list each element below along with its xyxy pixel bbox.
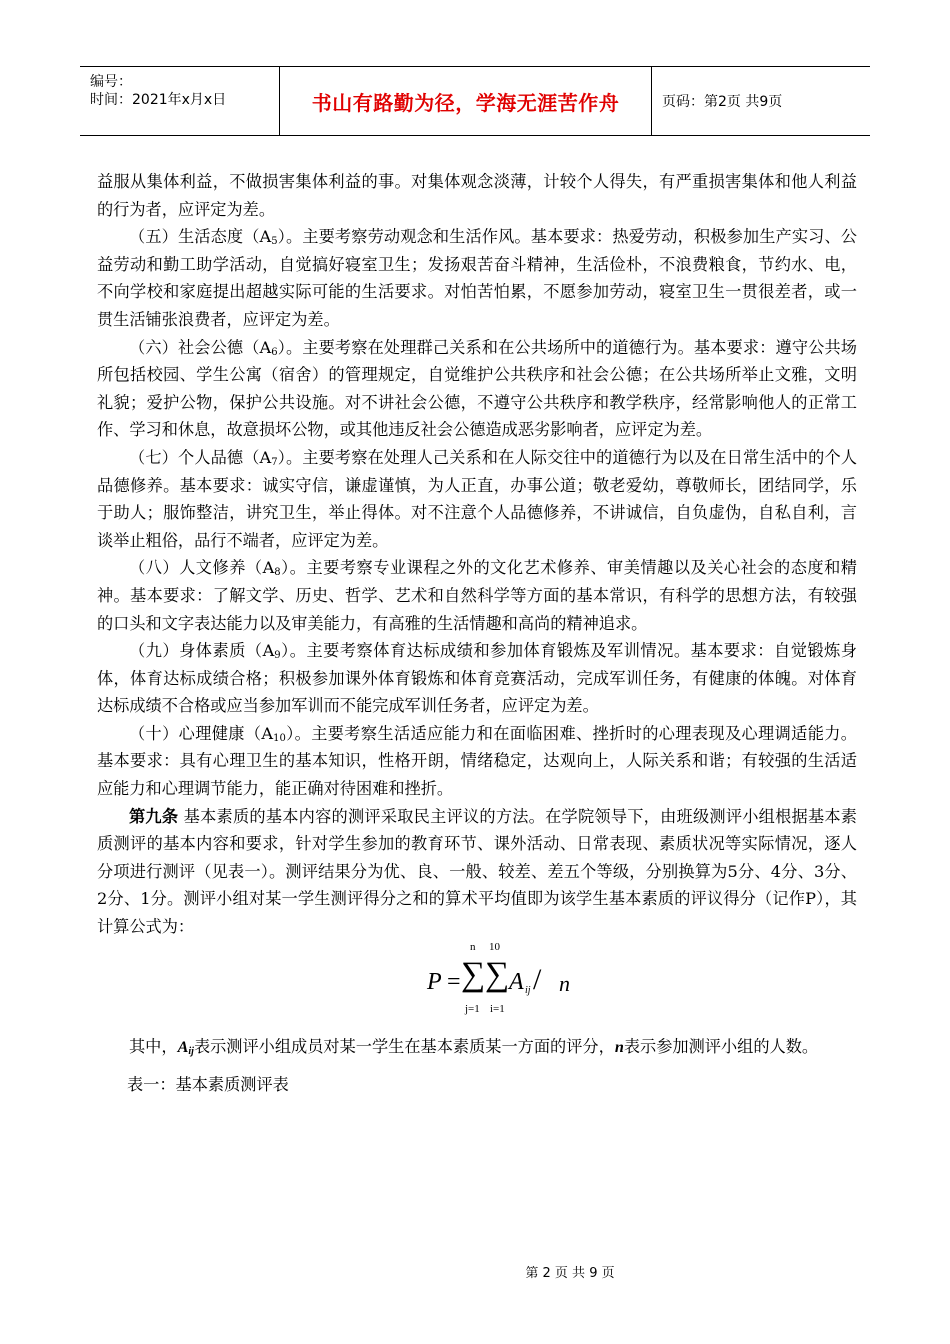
subscript: 9 — [274, 650, 281, 662]
paragraph-mental-health — [97, 720, 857, 803]
item-heading: （七）个人品德（A — [129, 447, 272, 467]
paragraph-humanities — [97, 554, 857, 637]
paragraph-personal-morality — [97, 444, 857, 554]
note-var-ij: ij — [188, 1045, 194, 1057]
item-text: ）。主要考察在处理群己关系和在公共场所中的道德行为。基本要求：遵守公共场所包括校园、学生公寓（宿舍）的管理规定，自觉维护公共秩序和社会公德；在公共场所举止文雅，文明礼貌；爱护公物，保护公共设施。对不讲社会公德，不遵守公共秩序和教学秩序，经常影响他人的正常工作、学习和休息，故意损坏公物，或其他违反社会公德造成恶劣影响者，应评定为差。 — [97, 337, 857, 440]
paragraph-social-morality — [97, 334, 857, 444]
note-text-1: 表示测评小组成员对某一学生在基本素质某一方面的评分， — [193, 1036, 615, 1056]
paragraph-continued: 益服从集体利益，不做损害集体利益的事。对集体观念淡薄，计较个人得失，有严重损害集体和他人利益的行为者，应评定为差。 — [97, 172, 857, 219]
formula-equals: = — [447, 968, 461, 995]
date-label: 时间：2021年x月x日 — [90, 92, 227, 108]
outer-sum-lower: j=1 — [465, 1002, 480, 1015]
formula-explanation — [97, 1033, 857, 1062]
header-meta — [80, 67, 280, 135]
item-text: ）。主要考察专业课程之外的文化艺术修养、审美情趣以及关心社会的态度和精神。基本要求：了解文学、历史、哲学、艺术和自然科学等方面的基本常识，有科学的思想方法，有较强的口头和文字表达能力以及审美能力，有高雅的生活情趣和高尚的精神追求。 — [97, 558, 857, 633]
note-var-n: n — [614, 1037, 624, 1056]
inner-sum-sigma: ∑ — [485, 955, 510, 993]
item-heading: （五）生活态度（A — [129, 227, 272, 247]
paragraph-physical — [97, 637, 857, 720]
article-text: 基本素质的基本内容的测评采取民主评议的方法。在学院领导下，由班级测评小组根据基本素质测评的基本内容和要求，针对学生参加的教育环节、课外活动、日常表现、素质状况等实际情况，逐人分项进行测评（见表一）。测评结果分为优、良、一般、较差、差五个等级，分别换算为5分、4分、3分、2分、1分。测评小组对某一学生测评得分之和的算术平均值即为该学生基本素质的评议得分（记作P），其计算公式为： — [97, 806, 857, 937]
inner-sum-lower: i=1 — [490, 1002, 505, 1015]
item-text: ）。主要考察生活适应能力和在面临困难、挫折时的心理表现及心理调适能力。基本要求：具有心理卫生的基本知识，性格开朗，情绪稳定，达观向上，人际关系和谐；有较强的生活适应能力和心理调节能力，能正确对待困难和挫折。 — [97, 723, 857, 799]
document-body — [97, 168, 857, 1099]
header-page-label: 页码：第2页 共9页 — [662, 94, 783, 110]
formula-term: A — [509, 968, 524, 995]
item-text: ）。主要考察劳动观念和生活作风。基本要求：热爱劳动，积极参加生产实习、公益劳动和勤工助学活动，自觉搞好寝室卫生；发扬艰苦奋斗精神，生活俭朴，不浪费粮食，节约水、电，不向学校和家庭提出超越实际可能的生活要求。对怕苦怕累，不愿参加劳动，寝室卫生一贯很差者，或一贯生活铺张浪费者，应评定为差。 — [97, 227, 857, 329]
outer-sum-upper: n — [470, 940, 476, 953]
item-heading: （八）人文修养（A — [129, 558, 275, 578]
formula-term-subscript: ij — [525, 984, 531, 996]
score-formula — [97, 941, 857, 1029]
note-text-2: 表示参加测评小组的人数。 — [623, 1036, 819, 1056]
item-heading: （十）心理健康（A — [129, 723, 274, 743]
formula-divisor: n — [559, 970, 570, 996]
subscript: 5 — [271, 236, 278, 248]
formula-divide: / — [533, 962, 542, 996]
page-header — [80, 66, 870, 136]
paragraph-life-attitude — [97, 223, 857, 333]
item-heading: （九）身体素质（A — [129, 641, 275, 661]
item-text: ）。主要考察在处理人己关系和在人际交往中的道德行为以及在日常生活中的个人品德修养。基本要求：诚实守信，谦虚谨慎，为人正直，办事公道；敬老爱幼，尊敬师长，团结同学，乐于助人；服饰整洁，讲究卫生，举止得体。对不注意个人品德修养，不讲诚信，自负虚伪，自私自利，言谈举止粗俗，品行不端者，应评定为差。 — [97, 447, 857, 550]
number-label: 编号： — [90, 74, 132, 90]
header-motto: 书山有路勤为径，学海无涯苦作舟 — [280, 67, 652, 135]
page-footer: 第 2 页 共 9 页 — [525, 1266, 615, 1281]
table-caption: 表一：基本素质测评表 — [127, 1075, 289, 1095]
note-var-a: A — [177, 1037, 189, 1056]
inner-sum-upper: 10 — [489, 940, 500, 953]
formula-lhs: P — [427, 968, 442, 995]
subscript: 7 — [271, 456, 278, 468]
subscript: 8 — [274, 567, 281, 579]
article-nine — [97, 803, 857, 941]
outer-sum-sigma: ∑ — [461, 955, 486, 993]
subscript: 6 — [271, 346, 278, 358]
note-lead: 其中， — [129, 1036, 178, 1056]
subscript: 10 — [273, 732, 286, 744]
item-text: ）。主要考察体育达标成绩和参加体育锻炼及军训情况。基本要求：自觉锻炼身体，体育达标成绩合格；积极参加课外体育锻炼和体育竞赛活动，完成军训任务，有健康的体魄。对体育达标成绩不合格或应当参加军训而不能完成军训任务者，应评定为差。 — [97, 641, 857, 716]
article-title: 第九条 — [129, 806, 179, 826]
item-heading: （六）社会公德（A — [129, 337, 272, 357]
